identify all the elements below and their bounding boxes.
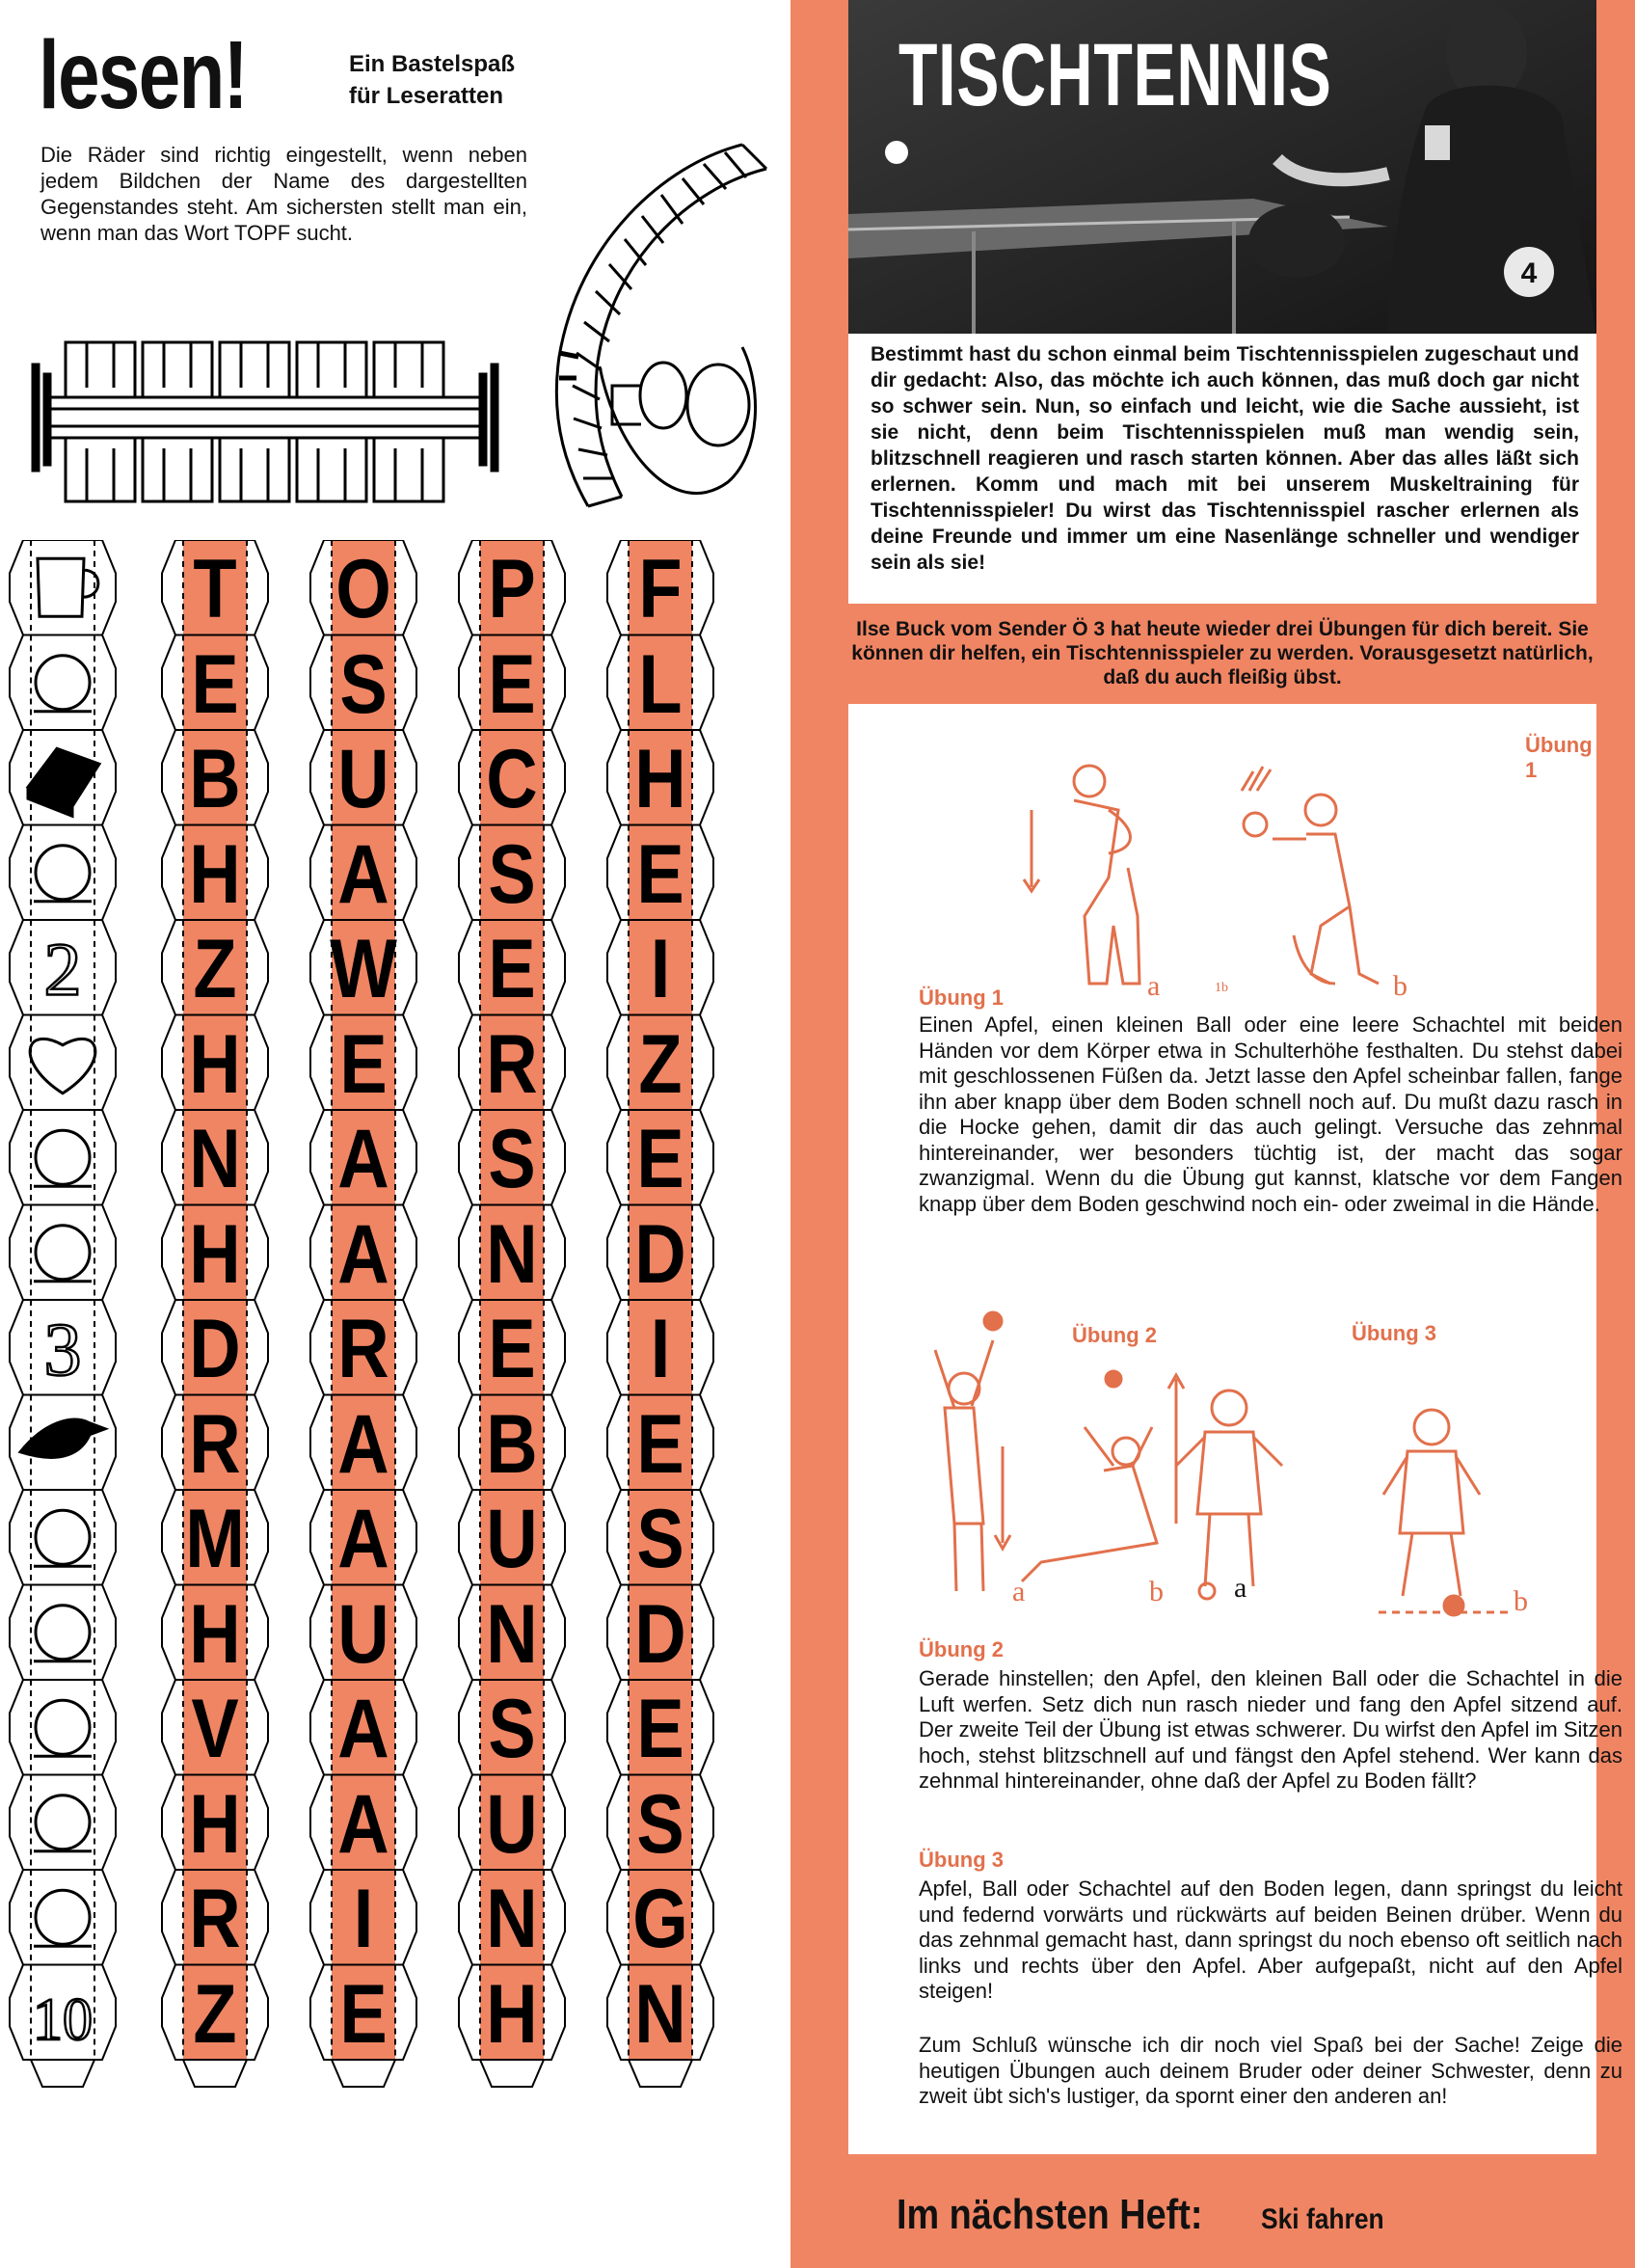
- cat-icon: [34, 1606, 92, 1661]
- wheel-letter: A: [337, 1683, 389, 1775]
- number-3-icon: [44, 1307, 82, 1390]
- exercise-1-figure-label: Übung 1: [1525, 733, 1593, 782]
- wheel-letter: F: [638, 543, 683, 635]
- wheel-letter: R: [189, 1873, 241, 1965]
- wheel-letter: S: [636, 1493, 684, 1585]
- wheel-letter: S: [488, 1683, 536, 1775]
- exercise-1-heading: Übung 1: [919, 986, 1004, 1010]
- wheel-letter: T: [193, 543, 237, 635]
- rabbit-icon: [34, 846, 92, 902]
- wheel-letter: D: [634, 1207, 686, 1301]
- wheel-letter: W: [330, 923, 397, 1015]
- photo-number: 4: [1520, 257, 1538, 289]
- exercise-3-heading: Übung 3: [919, 1848, 1004, 1872]
- subtitle-line-2: für Leseratten: [349, 83, 504, 109]
- wheel-letter: P: [488, 543, 536, 635]
- crow-icon: [20, 1419, 105, 1457]
- wheel-letter: M: [185, 1493, 245, 1585]
- exercise-3-text: Apfel, Ball oder Schachtel auf den Boden legen, dann springst du leicht und federnd vorwärts und rückwärts auf beiden Beinen drüber. Wenn du das zehnmal gemacht hast, dann springst du noch ebenso oft seitlich nach links und rechts über den Apfel. Aber aufgepaßt, nicht auf den Apfel steigen!: [919, 1876, 1622, 2003]
- wheel-letter: E: [339, 1967, 388, 2061]
- wheel-letter: N: [486, 1207, 538, 1301]
- exercise-2-heading: Übung 2: [919, 1637, 1004, 1661]
- wheel-letter: Z: [193, 1967, 237, 2061]
- wheel-letter: D: [634, 1587, 686, 1681]
- exercise-2-label-a: a: [1012, 1576, 1026, 1607]
- exercises-box: [848, 704, 1622, 2154]
- page-title-tischtennis: TISCHTENNIS: [898, 26, 1332, 124]
- number-2-icon: [44, 927, 82, 1011]
- wheel-letter: I: [650, 923, 671, 1015]
- wheel-illustration: [521, 135, 781, 521]
- wheel-letter: S: [339, 637, 388, 731]
- wheel-cell-outline: [10, 1015, 116, 1111]
- intro-box: [848, 334, 1596, 604]
- exercise-3-label-b: b: [1514, 1585, 1528, 1617]
- exercise-2-3-illustration: [897, 1302, 1591, 1620]
- wheel-letter: B: [189, 733, 241, 825]
- strip-bottom-tab: [480, 2060, 544, 2087]
- number-2-icon-text: 2: [43, 927, 82, 1012]
- wheel-letter: H: [189, 827, 241, 921]
- wheel-cell-outline: [10, 1585, 116, 1681]
- exercise-2-text: Gerade hinstellen; den Apfel, den kleinen Ball oder die Schachtel in die Luft werfen. Setz dich nun rasch nieder und fang den Apfel sitzend auf. Der zweite Teil der Übung ist etwas schwerer. Du wirfst den Apfel im Sitzen hoch, stehst blitzschnell auf und fängst den Apfel stehend. Wer kann das zehnmal hintereinander, ohne daß der Apfel zu Boden fällt?: [919, 1666, 1622, 1793]
- exercise-1-label-1b: 1b: [1215, 981, 1228, 995]
- wheel-cell-outline: [10, 1775, 116, 1871]
- wheel-letter: A: [337, 1113, 389, 1205]
- exercise-3-figure-label: Übung 3: [1352, 1321, 1436, 1345]
- next-issue-label: Im nächsten Heft:: [897, 2191, 1203, 2238]
- book-icon: [28, 748, 99, 816]
- wheel-letter: A: [337, 1397, 389, 1491]
- wheel-letter: U: [337, 733, 389, 825]
- exercise-1-label-b: b: [1393, 970, 1407, 1002]
- intro-text: Bestimmt hast du schon einmal beim Tischtennisspielen zugeschaut und dir gedacht: Also, das möchte ich auch können, das muß doch gar nicht so schwer sein. Nun, so einfach und leicht, wie die Sache aussieht, ist sie nicht, denn beim Tischtennisspielen muß man wendig sein, blitzschnell reagieren und rasch starten können. Aber das alles läßt sich erlernen. Komm und mach mit bei unserem Muskeltraining für Tischtennisspieler! Du wirst das Tischtennisspiel rascher erlernen als deine Freunde und immer um eine Nasenlänge schneller und wendiger sein als sie!: [871, 343, 1579, 574]
- wheel-letter: I: [650, 1303, 671, 1395]
- wheel-letter: E: [636, 1683, 684, 1775]
- strip-bottom-tab: [31, 2060, 94, 2087]
- wheel-letter: R: [189, 1397, 241, 1491]
- wheel-letter: H: [486, 1967, 538, 2061]
- left-page: [0, 0, 791, 2268]
- strip-bottom-tab: [332, 2060, 395, 2087]
- wheel-cell-outline: [10, 1110, 116, 1205]
- number-10-icon-text: 10: [33, 1986, 93, 2053]
- wheel-letter: Z: [193, 923, 237, 1015]
- pot-icon: [34, 1700, 92, 1756]
- wheel-letter: D: [189, 1303, 241, 1395]
- wheel-letter: H: [189, 1777, 241, 1871]
- wheel-letter: H: [189, 1017, 241, 1111]
- wheel-letter: S: [636, 1777, 684, 1871]
- hand-icon: [34, 1226, 92, 1282]
- wheel-letter: E: [636, 827, 684, 921]
- wheel-letter: B: [486, 1397, 538, 1491]
- wheel-letter: E: [488, 1303, 536, 1395]
- mouse-icon: [34, 1510, 92, 1566]
- wheel-cell-outline: [10, 540, 116, 635]
- wheel-letter: U: [337, 1587, 389, 1681]
- strip-bottom-tab: [629, 2060, 692, 2087]
- wheel-letter: O: [335, 543, 391, 635]
- strip-bottom-tab: [183, 2060, 247, 2087]
- wheel-cell-outline: [10, 1870, 116, 1965]
- exercise-2-figure-label: Übung 2: [1072, 1323, 1157, 1347]
- number-3-icon-text: 3: [43, 1307, 82, 1391]
- wheel-letter: V: [191, 1683, 239, 1775]
- exercise-1-label-a: a: [1147, 970, 1161, 1002]
- exercise-2-label-b: b: [1149, 1576, 1164, 1607]
- wheel-letter: S: [488, 827, 536, 921]
- wheel-cell-outline: [10, 635, 116, 731]
- page-title-lesen: lesen!: [39, 21, 248, 129]
- wheel-letter: C: [486, 733, 538, 825]
- wheel-letter: A: [337, 1207, 389, 1301]
- wheel-letter: U: [486, 1777, 538, 1871]
- wheel-letter: H: [189, 1587, 241, 1681]
- table-tennis-photo: [848, 0, 1596, 334]
- next-issue-teaser: [897, 2191, 1401, 2239]
- subtitle: [349, 48, 515, 112]
- cup-icon: [38, 558, 98, 616]
- number-10-icon: [33, 1987, 93, 2053]
- wheel-letter: E: [636, 1113, 684, 1205]
- wheel-letter: N: [486, 1873, 538, 1965]
- closing-text: Zum Schluß wünsche ich dir noch viel Spaß bei der Sache! Zeige die heutigen Übungen auch deinem Bruder oder deiner Schwester, denn zu zweit übt sich's lustiger, da spornt einer den anderen an!: [919, 2033, 1622, 2108]
- wheel-letter: H: [189, 1207, 241, 1301]
- wheel-letter: A: [337, 1777, 389, 1871]
- exercise-1-text: Einen Apfel, einen kleinen Ball oder eine leere Schachtel mit beiden Händen vor dem Körper etwa in Schulterhöhe festhalten. Du stehst dabei mit geschlossenen Füßen da. Jetzt lasse den Apfel scheinbar fallen, fange ihn aber knapp über dem Boden schnell noch auf. Du mußt dazu rasch in die Hocke gehen, damit dir das auch gelingt. Versuche das zehnmal hintereinander, wer besonders tüchtig ist, der macht das sogar zwanzigmal. Wenn du die Übung gut kannst, klatsche vor dem Fangen knapp über dem Boden geschwind noch ein- oder zweimal in die Hände.: [919, 1012, 1622, 1216]
- house-icon: [34, 1796, 92, 1851]
- wheel-letter: L: [638, 637, 683, 731]
- wheel-letter: U: [486, 1493, 538, 1585]
- wheel-letter: N: [189, 1113, 241, 1205]
- wheel-cell-outline: [10, 825, 116, 921]
- subtitle-line-1: Ein Bastelspaß: [349, 51, 516, 77]
- wheel-letter: E: [191, 637, 239, 731]
- wheel-letter: E: [488, 637, 536, 731]
- wheel-letter: E: [636, 1397, 684, 1491]
- wheel-cell-outline: [10, 1205, 116, 1301]
- wheel-letter: R: [486, 1017, 538, 1111]
- wheel-letter: I: [353, 1873, 374, 1965]
- wheel-letter: R: [337, 1303, 389, 1395]
- wheel-letter: Z: [638, 1017, 683, 1111]
- ring-icon: [34, 1890, 92, 1946]
- wheel-letter: H: [634, 733, 686, 825]
- wheel-letter: A: [337, 827, 389, 921]
- next-issue-topic: Ski fahren: [1260, 2203, 1384, 2235]
- sender-note: Ilse Buck vom Sender Ö 3 hat heute wieder drei Übungen für dich bereit. Sie können dir helfen, ein Tischtennisspieler zu werden. Vorausgesetzt natürlich, daß du auch fleißig übst.: [851, 618, 1594, 688]
- wheel-letter: N: [486, 1587, 538, 1681]
- exercise-1-illustration: [993, 742, 1456, 1012]
- donkey-icon: [34, 656, 92, 712]
- wheel-cell-outline: [10, 1680, 116, 1775]
- face-nose-icon: [34, 1130, 92, 1186]
- wheel-letter: E: [339, 1017, 388, 1111]
- wheel-letter: S: [488, 1113, 536, 1205]
- slider-bar-illustration: [19, 135, 521, 511]
- wheel-letter: G: [632, 1873, 688, 1965]
- right-page: [791, 0, 1635, 2268]
- wheel-letter: E: [488, 923, 536, 1015]
- wheel-letter: A: [337, 1493, 389, 1585]
- heart-icon: [30, 1039, 95, 1093]
- wheel-letter: N: [634, 1967, 686, 2061]
- exercise-3-label-a: a: [1234, 1572, 1247, 1604]
- wheel-cell-outline: [10, 1490, 116, 1585]
- instructions-text: Die Räder sind richtig eingestellt, wenn neben jedem Bildchen der Name des dargestellten Gegenstandes steht. Am sichersten stellt man ein, wenn man das Wort TOPF sucht.: [40, 143, 527, 245]
